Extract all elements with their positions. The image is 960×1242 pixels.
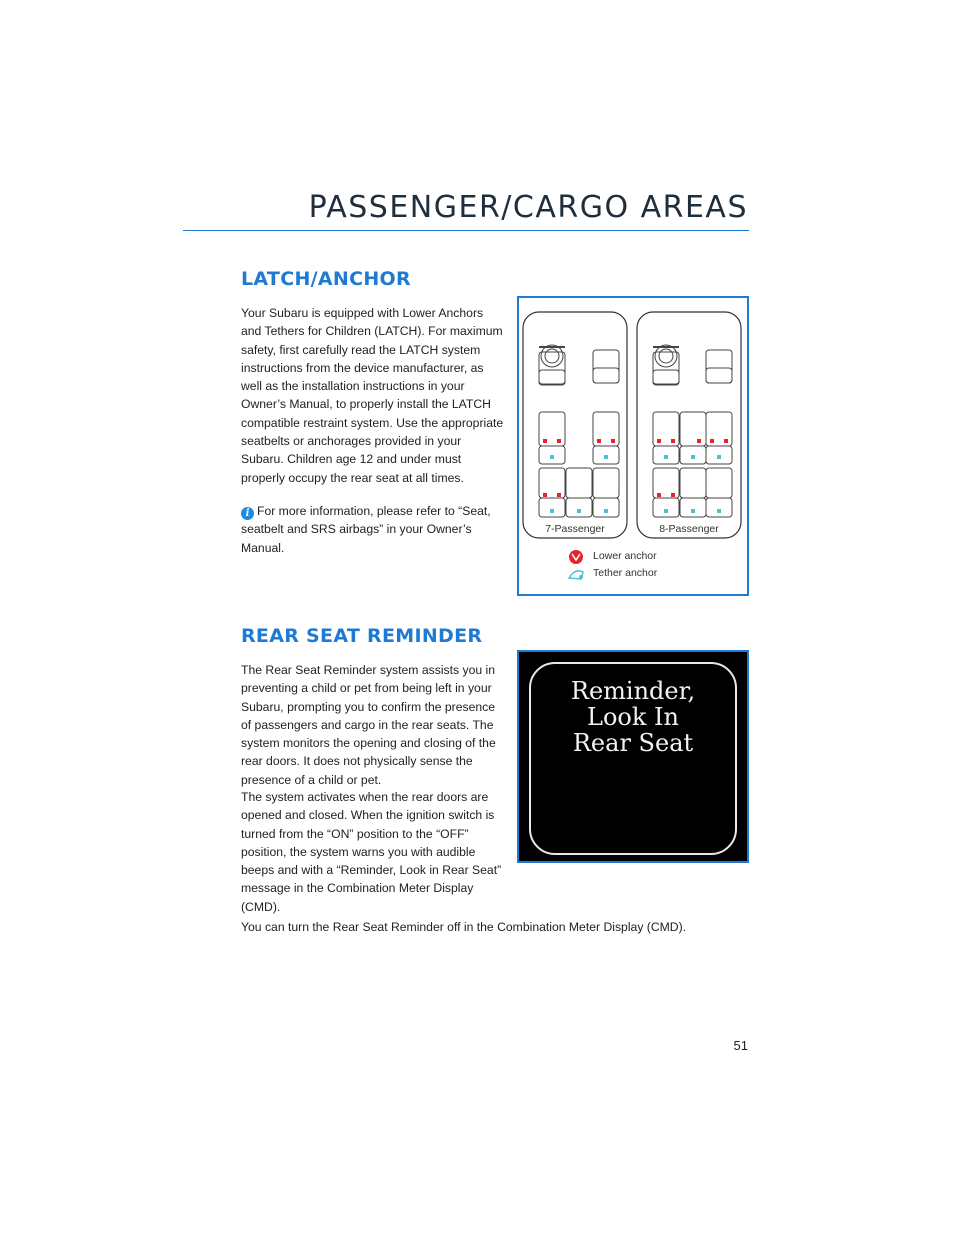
reminder-footer-text: You can turn the Rear Seat Reminder off in the Combination Meter Display (CMD). (241, 920, 687, 934)
rear-seat-reminder-heading: REAR SEAT REMINDER (241, 625, 483, 647)
info-icon: i (241, 507, 254, 520)
legend-lower-label: Lower anchor (593, 550, 657, 562)
header-divider (183, 230, 749, 231)
cmd-reminder-display (517, 650, 749, 863)
latch-info-note (241, 502, 506, 557)
vehicle-7-passenger (523, 312, 627, 538)
reminder-paragraph-1: The Rear Seat Reminder system assists you in preventing a child or pet from being left in your Subaru, prompting you to confirm the presence of passengers and cargo in the rear seats. The system monitors the opening and closing of the rear doors. It does not physically sense the presence of a child or pet. (241, 663, 496, 787)
lower-anchor-icon (565, 549, 587, 565)
display-screen (529, 662, 737, 855)
reminder-paragraph-2: The system activates when the rear doors are opened and closed. When the ignition switch is turned from the “ON” position to the “OFF” position, the system warns you with audible beeps and with a “Reminder, Look in Rear Seat” message in the Combination Meter Display (CMD). (241, 790, 502, 914)
page-number: 51 (733, 1038, 748, 1053)
latch-info-text: For more information, please refer to “Seat, seatbelt and SRS airbags” in your Owner’s Manual. (241, 504, 491, 555)
label-7-passenger: 7-Passenger (545, 523, 605, 535)
legend-lower-anchor (565, 548, 657, 565)
anchor-legend (565, 548, 657, 582)
reminder-line-1: Reminder, (570, 677, 696, 705)
latch-heading: LATCH/ANCHOR (241, 268, 411, 290)
vehicle-8-passenger (637, 312, 741, 538)
reminder-message (531, 678, 735, 756)
legend-tether-anchor (565, 565, 657, 582)
legend-tether-label: Tether anchor (593, 567, 658, 579)
latch-paragraph: Your Subaru is equipped with Lower Anchors and Tethers for Children (LATCH). For maximum safety, first carefully read the LATCH system instructions from the device manufacturer, as well as the installation instructions in your Owner’s Manual, to properly install the LATCH compatible restraint system. Use the appropriate seatbelts or anchorages provided in your Subaru. Children age 12 and under must properly occupy the rear seat at all times. (241, 306, 504, 485)
tether-anchor-icon (565, 566, 587, 582)
label-8-passenger: 8-Passenger (659, 523, 719, 535)
section-title: PASSENGER/CARGO AREAS (308, 190, 748, 225)
reminder-line-3: Rear Seat (572, 729, 694, 757)
reminder-line-2: Look In (587, 703, 679, 731)
